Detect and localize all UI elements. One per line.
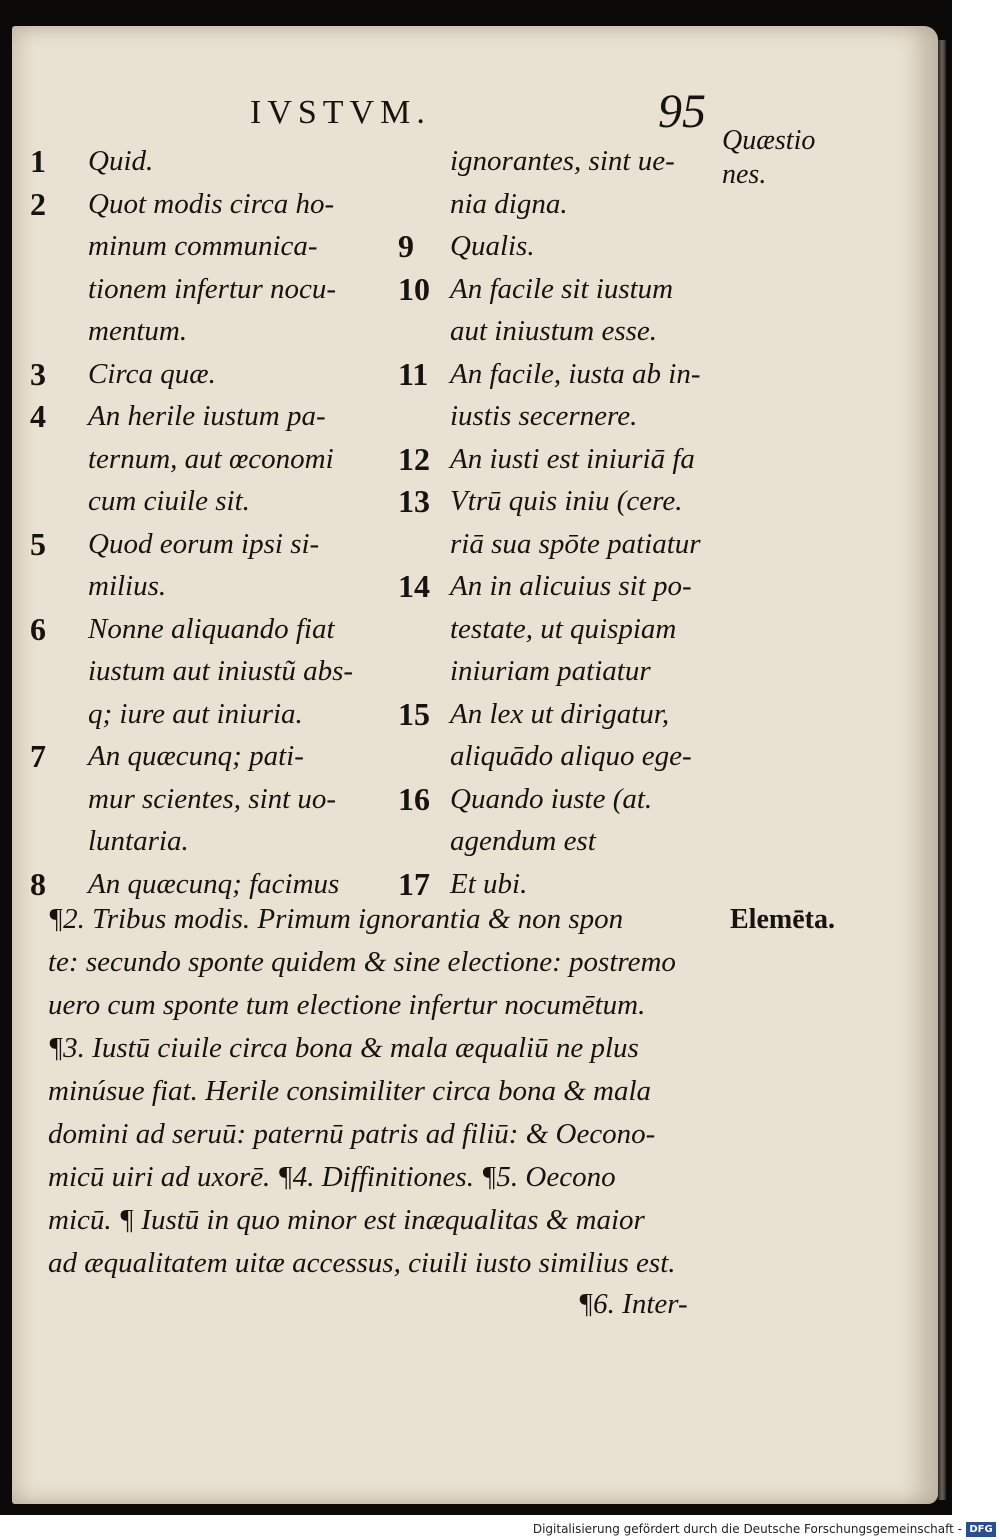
- question-line: [30, 140, 400, 183]
- question-line: [30, 353, 400, 396]
- question-number: [30, 820, 88, 863]
- question-line: [398, 183, 728, 226]
- question-line: [398, 778, 728, 821]
- catchword: ¶6. Inter-: [578, 1288, 688, 1320]
- margin-note-questions: [722, 124, 815, 192]
- question-line: [30, 438, 400, 481]
- page-edge: [938, 40, 946, 1500]
- question-number: [398, 395, 450, 438]
- question-number: [398, 650, 450, 693]
- question-line: [398, 735, 728, 778]
- question-line: [30, 650, 400, 693]
- question-text: Quando iuste (at.: [450, 782, 653, 815]
- question-text: mentum.: [88, 315, 188, 347]
- question-line: [30, 735, 400, 778]
- question-list-right: [398, 140, 728, 905]
- question-number: 3: [30, 355, 46, 392]
- question-text: luntaria.: [88, 825, 189, 857]
- question-text: tionem infertur nocu-: [88, 272, 337, 305]
- question-line: [30, 693, 400, 736]
- question-line: [398, 438, 728, 481]
- question-line: [398, 608, 728, 651]
- paragraph-line: micū. ¶ Iustū in quo minor est inæqualitas & maior: [48, 1204, 645, 1236]
- running-head: IVSTVM.: [250, 94, 431, 131]
- question-number: 11: [398, 355, 429, 392]
- question-text: aliquādo aliquo ege-: [450, 740, 692, 772]
- question-line: [30, 523, 400, 566]
- question-line: [398, 693, 728, 736]
- question-line: [398, 225, 728, 268]
- page-number: 95: [658, 85, 706, 138]
- question-line: [30, 183, 400, 226]
- question-text: nia digna.: [450, 187, 568, 220]
- question-number: [30, 438, 88, 481]
- question-number: [398, 820, 450, 863]
- question-line: [398, 565, 728, 608]
- question-line: [398, 820, 728, 863]
- question-number: [398, 608, 450, 651]
- question-text: iustum aut iniustũ abs-: [88, 655, 354, 687]
- question-text: An lex ut dirigatur,: [450, 697, 670, 730]
- question-number: 16: [398, 780, 430, 817]
- paragraph-line: te: secundo sponte quidem & sine electione: postremo: [48, 946, 676, 978]
- paragraph-line: minúsue fiat. Herile consimiliter circa bona & mala: [48, 1075, 652, 1107]
- question-text: minum communica-: [88, 230, 318, 262]
- question-text: Qualis.: [450, 230, 535, 262]
- question-line: [30, 480, 400, 523]
- paragraph-line: ad æqualitatem uitæ accessus, ciuili iusto similius est.: [48, 1247, 676, 1279]
- question-number: 4: [30, 398, 46, 434]
- question-number: [398, 735, 450, 778]
- question-text: ternum, aut œconomi: [88, 442, 334, 475]
- question-number: 15: [398, 695, 430, 732]
- question-text: milius.: [88, 570, 167, 602]
- question-number: 17: [398, 865, 430, 902]
- question-text: mur scientes, sint uo-: [88, 782, 337, 815]
- question-text: An facile sit iustum: [450, 272, 674, 305]
- question-text: iustis secernere.: [450, 400, 638, 432]
- question-text: Quot modis circa ho-: [88, 187, 335, 220]
- paragraph-line: ¶2. Tribus modis. Primum ignorantia & non spon: [48, 903, 624, 935]
- question-number: 9: [398, 228, 414, 264]
- question-text: Vtrū quis iniu (cere.: [450, 485, 683, 517]
- question-number: 10: [398, 270, 430, 307]
- question-number: [398, 523, 450, 566]
- question-number: 14: [398, 568, 430, 604]
- question-text: agendum est: [450, 825, 596, 857]
- footer-credit: Digitalisierung gefördert durch die Deutsche Forschungsgemeinschaft -: [532, 1522, 962, 1536]
- question-text: An quæcunq; pati-: [88, 740, 304, 772]
- question-line: [30, 608, 400, 651]
- question-number: [398, 310, 450, 353]
- question-number: [30, 693, 88, 736]
- question-text: An herile iustum pa-: [88, 400, 326, 432]
- question-list-left: [30, 140, 400, 905]
- question-number: [30, 225, 88, 268]
- question-line: [398, 650, 728, 693]
- answers-paragraph: [48, 898, 738, 1285]
- question-line: [30, 225, 400, 268]
- question-text: An in alicuius sit po-: [450, 570, 692, 602]
- question-number: 6: [30, 610, 46, 647]
- paragraph-line: micū uiri ad uxorē. ¶4. Diffinitiones. ¶5. Oecono: [48, 1161, 616, 1193]
- question-number: [30, 310, 88, 353]
- question-number: 7: [30, 738, 46, 774]
- question-text: Quod eorum ipsi si-: [88, 527, 320, 560]
- dfg-logo: DFG: [966, 1522, 996, 1537]
- paragraph-line: domini ad seruū: paternū patris ad filiū: & Oecono-: [48, 1118, 656, 1150]
- question-number: [30, 268, 88, 311]
- question-text: ignorantes, sint ue-: [450, 145, 675, 177]
- question-text: Et ubi.: [450, 867, 528, 900]
- question-line: [398, 310, 728, 353]
- question-line: [398, 268, 728, 311]
- question-number: 13: [398, 483, 430, 519]
- question-line: [398, 353, 728, 396]
- question-number: 1: [30, 143, 46, 179]
- question-text: aut iniustum esse.: [450, 315, 658, 347]
- question-text: Quid.: [88, 145, 154, 177]
- question-number: 12: [398, 440, 430, 477]
- question-number: [30, 565, 88, 608]
- question-line: [398, 480, 728, 523]
- question-number: [398, 183, 450, 226]
- question-number: [398, 140, 450, 183]
- question-number: [30, 480, 88, 523]
- question-text: An iusti est iniuriā fa: [450, 442, 695, 475]
- question-text: q; iure aut iniuria.: [88, 697, 303, 730]
- question-number: [30, 650, 88, 693]
- margin-note-elementa: Elemēta.: [730, 904, 835, 935]
- question-text: cum ciuile sit.: [88, 485, 250, 517]
- margin-note-line: nes.: [722, 159, 767, 190]
- question-text: iniuriam patiatur: [450, 655, 651, 687]
- question-text: Nonne aliquando fiat: [88, 612, 335, 645]
- question-line: [30, 565, 400, 608]
- question-line: [398, 140, 728, 183]
- paragraph-line: uero cum sponte tum electione infertur nocumētum.: [48, 989, 646, 1021]
- margin-note-line: Quæstio: [722, 125, 816, 156]
- question-line: [30, 310, 400, 353]
- question-number: 8: [30, 865, 46, 902]
- question-line: [30, 268, 400, 311]
- question-text: An facile, iusta ab in-: [450, 357, 701, 390]
- question-number: 2: [30, 185, 46, 222]
- question-line: [30, 778, 400, 821]
- question-text: riā sua spōte patiatur: [450, 527, 701, 560]
- question-text: Circa quæ.: [88, 357, 216, 390]
- question-line: [398, 395, 728, 438]
- question-number: 5: [30, 525, 46, 562]
- paragraph-line: ¶3. Iustū ciuile circa bona & mala æqualiū ne plus: [48, 1032, 639, 1064]
- question-text: An quæcunq; facimus: [88, 867, 340, 900]
- question-line: [30, 820, 400, 863]
- question-line: [398, 523, 728, 566]
- question-line: [30, 395, 400, 438]
- question-number: [30, 778, 88, 821]
- question-text: testate, ut quispiam: [450, 612, 677, 645]
